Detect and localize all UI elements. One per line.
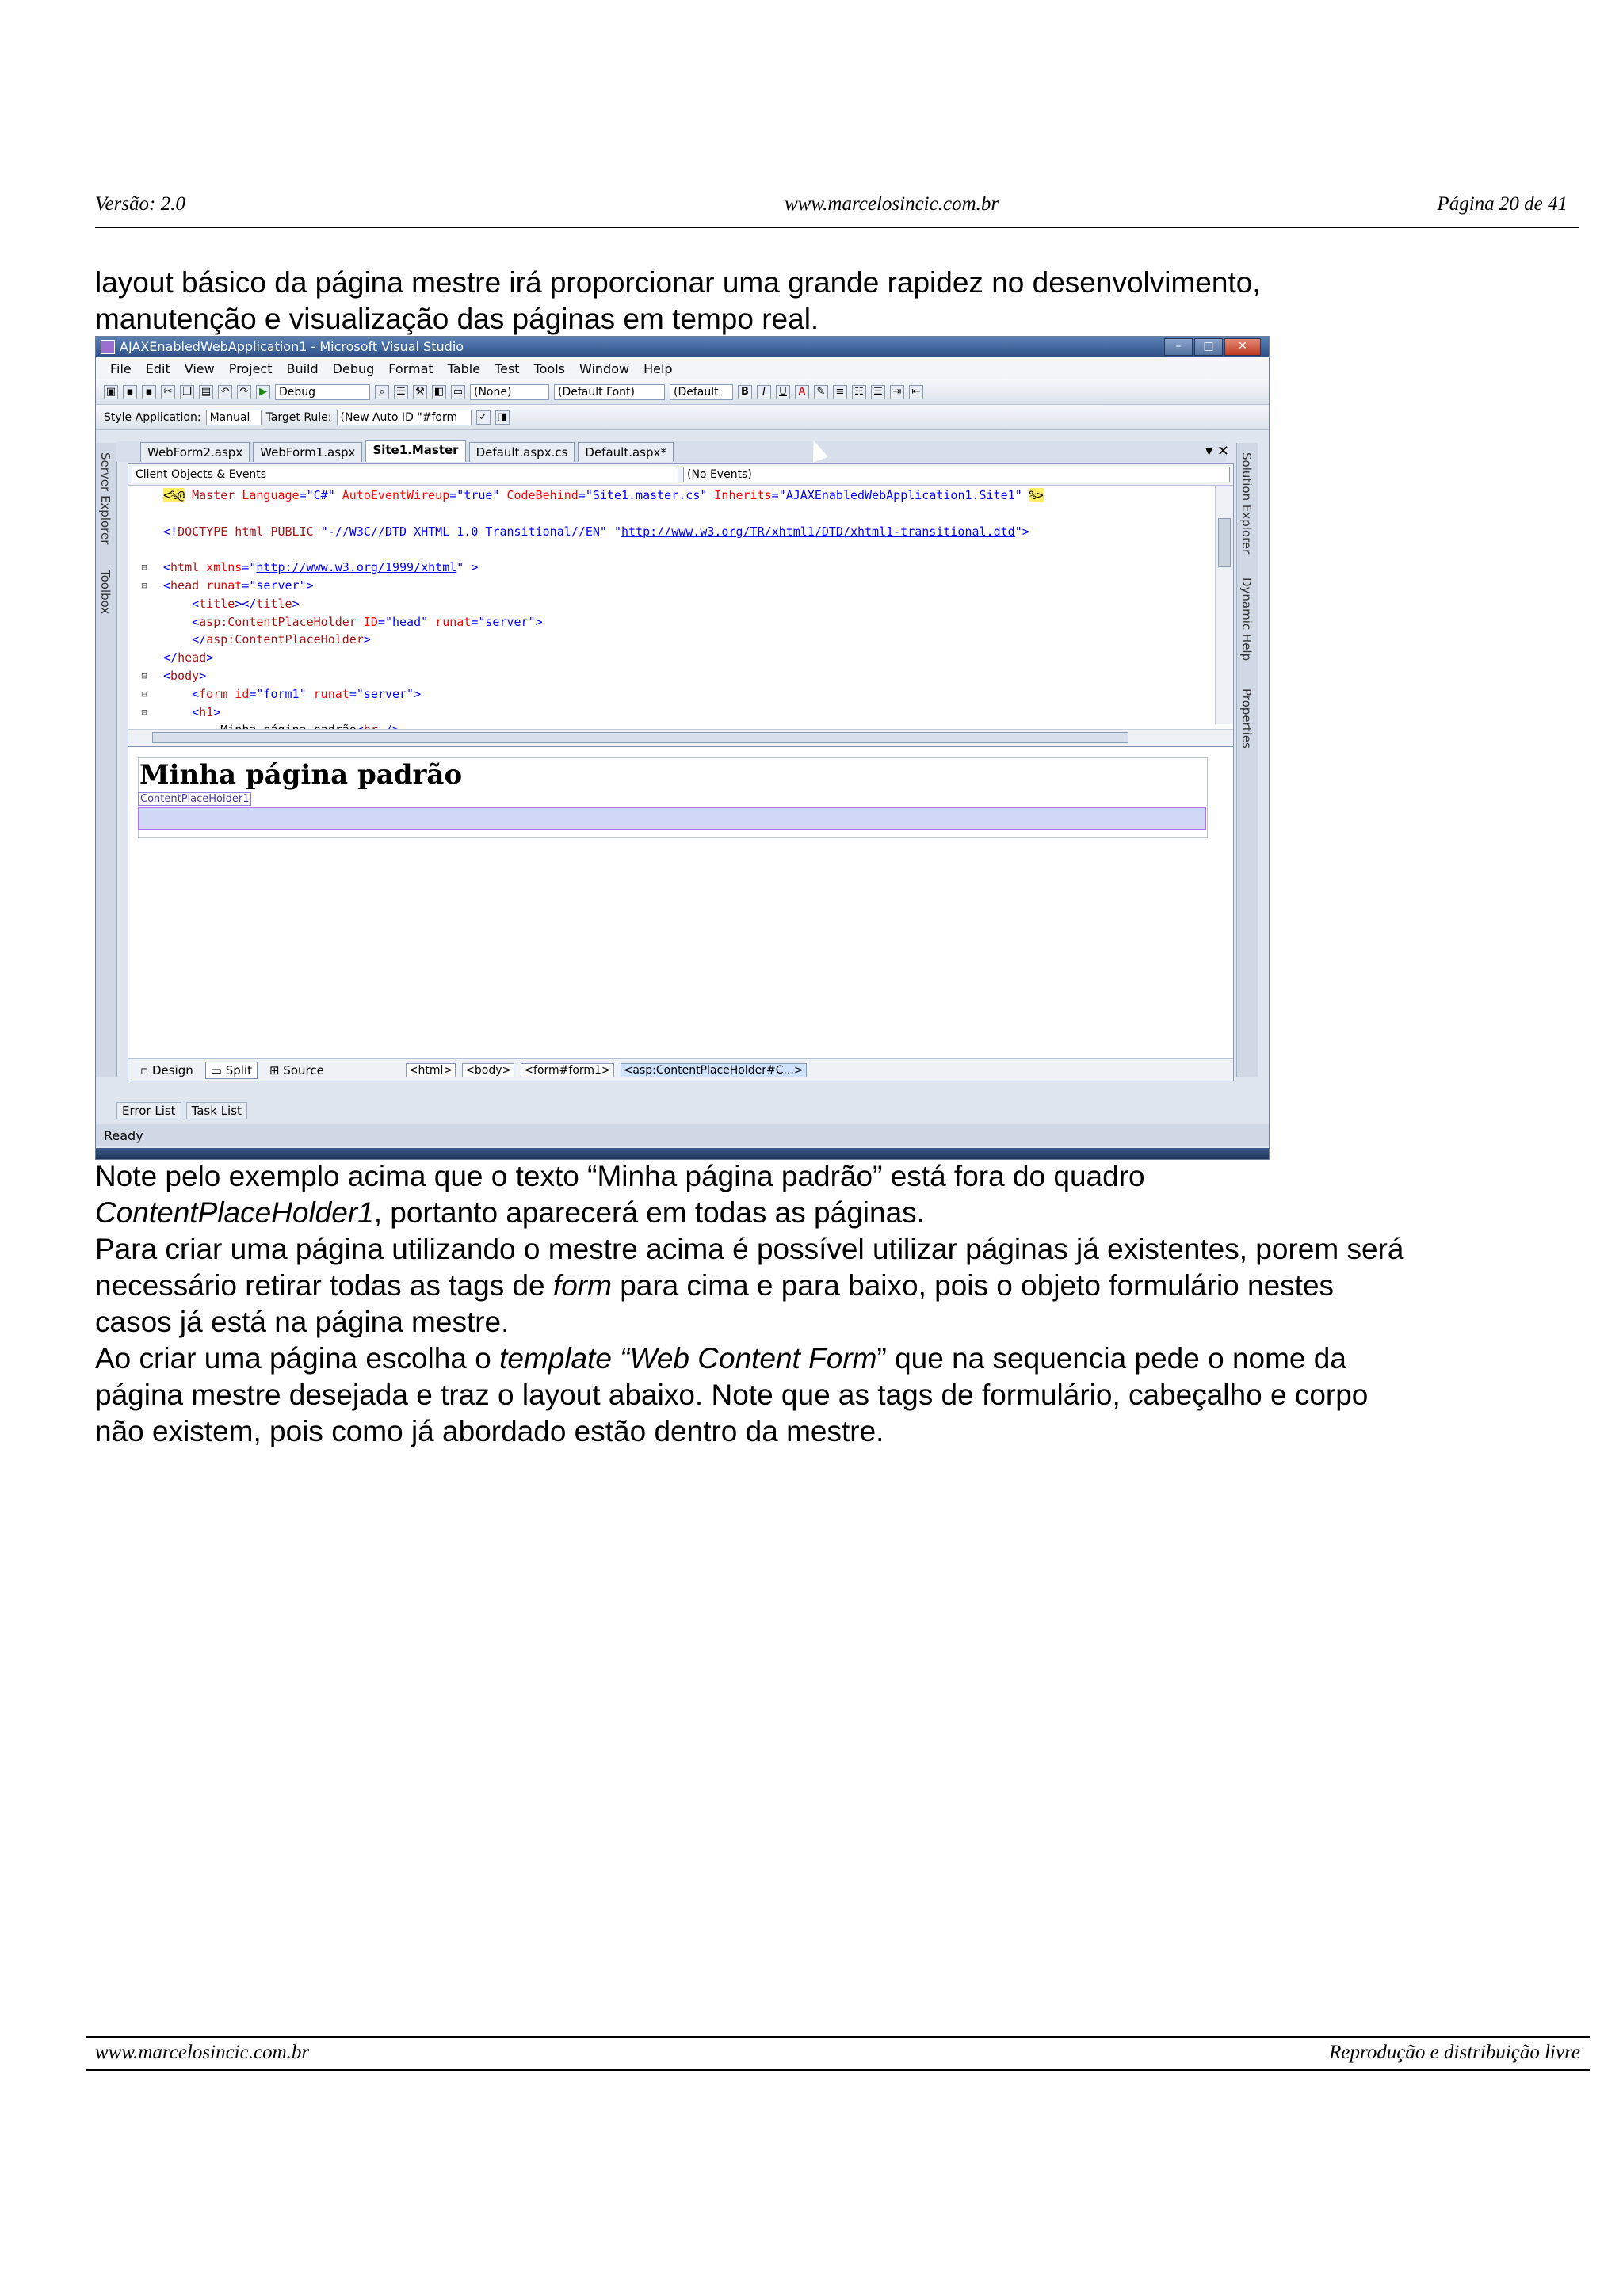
properties-icon[interactable]: ☰ xyxy=(394,385,408,399)
split-view-button[interactable]: ▭ Split xyxy=(205,1062,258,1079)
code-line[interactable]: <%@ Master Language="C#" AutoEventWireup="true" CodeBehind="Site1.master.cs" Inherits="AJAXEnabledWebApplication1.Site1" %> xyxy=(163,488,1044,502)
font-size-dropdown[interactable]: (Default xyxy=(670,384,733,400)
style-application-dropdown[interactable]: Manual xyxy=(206,410,262,425)
style-application-label: Style Application: xyxy=(104,410,201,424)
block-format-dropdown[interactable]: (None) xyxy=(470,384,549,400)
source-code[interactable] xyxy=(128,486,1212,724)
highlight-icon[interactable]: ✎ xyxy=(814,385,828,399)
events-dropdown[interactable]: (No Events) xyxy=(683,467,1230,482)
footer-license: Reprodução e distribuição livre xyxy=(1329,2042,1580,2063)
editor-area xyxy=(128,463,1234,1081)
bottom-panel-tabs xyxy=(116,1100,354,1121)
bulleted-list-icon[interactable]: ☷ xyxy=(852,385,866,399)
design-view-button[interactable]: ▫ Design xyxy=(140,1062,193,1077)
document-tabs xyxy=(116,441,1226,462)
version-label: Versão: 2.0 xyxy=(95,193,185,215)
paragraph-3-line-2: página mestre desejada e traz o layout abaixo. Note que as tags de formulário, cabeçalho e corpo xyxy=(95,1379,1369,1411)
page-footer xyxy=(86,2036,1590,2071)
menu-table[interactable]: Table xyxy=(447,360,481,376)
tab-webform2[interactable]: WebForm2.aspx xyxy=(140,442,250,462)
code-vertical-scrollbar[interactable] xyxy=(1215,486,1233,724)
tab-webform1[interactable]: WebForm1.aspx xyxy=(253,442,362,462)
paragraph-2-line-3: casos já está na página mestre. xyxy=(95,1306,510,1338)
bold-button[interactable]: B xyxy=(738,385,752,399)
find-icon[interactable]: ⌕ xyxy=(375,385,389,399)
crumb-body[interactable]: <body> xyxy=(462,1063,514,1077)
paragraph-3-line-3: não existem, pois como já abordado estão dentro da mestre. xyxy=(95,1415,884,1447)
apply-style-icon[interactable]: ✓ xyxy=(476,410,491,425)
menu-project[interactable]: Project xyxy=(228,360,273,376)
paragraph-1-line-2: ContentPlaceHolder1, portanto aparecerá em todas as páginas. xyxy=(95,1196,925,1229)
save-icon[interactable]: ▪ xyxy=(123,385,137,399)
close-button[interactable]: ✕ xyxy=(1224,338,1261,356)
standard-toolbar xyxy=(96,379,1269,405)
code-line[interactable]: </head> xyxy=(163,650,214,666)
outdent-icon[interactable]: ⇤ xyxy=(909,385,923,399)
italic-button[interactable]: I xyxy=(757,385,771,399)
properties-tab[interactable]: Properties xyxy=(1239,688,1254,749)
os-taskbar xyxy=(96,1148,1269,1159)
manage-styles-icon[interactable]: ◨ xyxy=(495,410,510,425)
numbered-list-icon[interactable]: ☰ xyxy=(871,385,885,399)
design-heading[interactable]: Minha página padrão xyxy=(139,759,463,791)
content-placeholder-label: ContentPlaceHolder1 xyxy=(138,792,251,806)
code-line[interactable]: <body> xyxy=(163,669,207,683)
tab-close-controls[interactable]: ▾ ✕ xyxy=(1205,443,1229,460)
tab-site1-master[interactable]: Site1.Master xyxy=(365,440,465,462)
redo-icon[interactable]: ↷ xyxy=(237,385,251,399)
tab-default-aspx-cs[interactable]: Default.aspx.cs xyxy=(469,442,575,462)
object-browser-icon[interactable]: ◧ xyxy=(432,385,446,399)
right-tool-panels xyxy=(1236,443,1258,1077)
paste-icon[interactable]: ▤ xyxy=(199,385,213,399)
menu-test[interactable]: Test xyxy=(495,360,520,376)
window-icon[interactable]: ▭ xyxy=(451,385,465,399)
page-header xyxy=(95,190,1579,228)
underline-button[interactable]: U xyxy=(776,385,790,399)
menu-help[interactable]: Help xyxy=(643,360,673,376)
solution-config-dropdown[interactable]: Debug xyxy=(275,384,370,400)
intro-line-1: layout básico da página mestre irá proporcionar uma grande rapidez no desenvolvimento, xyxy=(95,266,1261,299)
crumb-html[interactable]: <html> xyxy=(406,1063,456,1077)
design-view xyxy=(128,748,1233,1025)
code-line[interactable]: <title></title> xyxy=(163,596,300,611)
fold-marker-icon[interactable]: ⊟ xyxy=(141,562,147,574)
crumb-form[interactable]: <form#form1> xyxy=(521,1063,613,1077)
menu-build[interactable]: Build xyxy=(286,360,319,376)
code-horizontal-scrollbar[interactable] xyxy=(128,729,1233,747)
window-title: AJAXEnabledWebApplication1 - Microsoft Visual Studio xyxy=(120,339,464,354)
undo-icon[interactable]: ↶ xyxy=(218,385,232,399)
fold-marker-icon[interactable]: ⊟ xyxy=(141,688,147,700)
window-titlebar xyxy=(96,337,1269,357)
page-number: Página 20 de 41 xyxy=(1437,193,1568,215)
visual-studio-screenshot xyxy=(95,336,1270,1160)
target-rule-dropdown[interactable]: (New Auto ID "#form xyxy=(337,410,472,425)
code-line[interactable]: <h1> xyxy=(163,704,221,719)
editor-bottom-bar xyxy=(128,1058,1233,1081)
indent-icon[interactable]: ⇥ xyxy=(890,385,904,399)
font-name-dropdown[interactable]: (Default Font) xyxy=(554,384,665,400)
cut-icon[interactable]: ✂ xyxy=(161,385,175,399)
menu-format[interactable]: Format xyxy=(388,360,433,376)
save-all-icon[interactable]: ▪ xyxy=(142,385,156,399)
code-line[interactable]: <asp:ContentPlaceHolder ID="head" runat="server"> xyxy=(163,614,543,629)
error-list-tab[interactable]: Error List xyxy=(116,1102,181,1119)
vs-app-icon xyxy=(101,340,115,354)
style-toolbar xyxy=(96,405,1269,430)
code-line[interactable]: <form id="form1" runat="server"> xyxy=(163,686,422,701)
paragraph-2-line-2: necessário retirar todas as tags de form para cima e para baixo, pois o objeto formulário nestes xyxy=(95,1269,1335,1302)
target-rule-label: Target Rule: xyxy=(265,410,332,424)
align-icon[interactable]: ≡ xyxy=(833,385,847,399)
code-line[interactable]: <html xmlns="http://www.w3.org/1999/xhtml" > xyxy=(163,560,479,575)
toolbox-icon[interactable]: ⚒ xyxy=(413,385,427,399)
copy-icon[interactable]: ❐ xyxy=(180,385,194,399)
paragraph-1-line-1: Note pelo exemplo acima que o texto “Minha página padrão” está fora do quadro xyxy=(95,1160,1145,1192)
minimize-button[interactable]: – xyxy=(1164,338,1193,356)
paragraph-2-line-1: Para criar uma página utilizando o mestre acima é possível utilizar páginas já existentes, porem será xyxy=(95,1233,1404,1265)
menu-view[interactable]: View xyxy=(184,360,215,376)
menu-edit[interactable]: Edit xyxy=(145,360,170,376)
menu-window[interactable]: Window xyxy=(579,360,630,376)
dynamic-help-tab[interactable]: Dynamic Help xyxy=(1239,578,1254,662)
new-project-icon[interactable]: ▣ xyxy=(104,385,118,399)
code-line[interactable]: <head runat="server"> xyxy=(163,578,314,593)
menu-file[interactable]: File xyxy=(110,360,132,376)
server-explorer-tab[interactable]: Server Explorer xyxy=(98,452,113,545)
maximize-button[interactable]: □ xyxy=(1194,338,1223,356)
paragraph-3-line-1: Ao criar uma página escolha o template “Web Content Form” que na sequencia pede o nome da xyxy=(95,1342,1346,1375)
start-debug-icon[interactable]: ▶ xyxy=(256,385,270,399)
header-site: www.marcelosincic.com.br xyxy=(785,193,999,215)
status-bar xyxy=(96,1124,1269,1146)
code-line[interactable]: <!DOCTYPE html PUBLIC "-//W3C//DTD XHTML 1.0 Transitional//EN" "http://www.w3.org/TR/xhtml1/DTD/xhtml1-transitional.dtd"> xyxy=(163,524,1029,539)
solution-explorer-tab[interactable]: Solution Explorer xyxy=(1239,452,1254,555)
task-list-tab[interactable]: Task List xyxy=(186,1102,247,1119)
menu-tools[interactable]: Tools xyxy=(533,360,565,376)
fold-marker-icon[interactable]: ⊟ xyxy=(141,706,147,718)
menu-debug[interactable]: Debug xyxy=(332,360,375,376)
status-text: Ready xyxy=(104,1128,143,1143)
left-tool-panels xyxy=(96,443,117,1077)
menu-bar xyxy=(96,357,1269,379)
tab-default-aspx[interactable]: Default.aspx* xyxy=(578,442,673,462)
fold-marker-icon[interactable]: ⊟ xyxy=(141,670,147,681)
crumb-content-placeholder[interactable]: <asp:ContentPlaceHolder#C...> xyxy=(621,1063,807,1077)
content-placeholder-region[interactable] xyxy=(138,807,1206,830)
footer-site: www.marcelosincic.com.br xyxy=(95,2042,310,2063)
code-line[interactable]: </asp:ContentPlaceHolder> xyxy=(163,632,371,647)
intro-line-2: manutenção e visualização das páginas em tempo real. xyxy=(95,303,819,335)
client-objects-dropdown[interactable]: Client Objects & Events xyxy=(132,467,678,482)
fore-color-icon[interactable]: A xyxy=(795,385,809,399)
fold-marker-icon[interactable]: ⊟ xyxy=(141,580,147,591)
navigation-bar xyxy=(128,464,1233,486)
source-view-button[interactable]: ⊞ Source xyxy=(269,1062,324,1077)
toolbox-tab[interactable]: Toolbox xyxy=(98,570,113,615)
